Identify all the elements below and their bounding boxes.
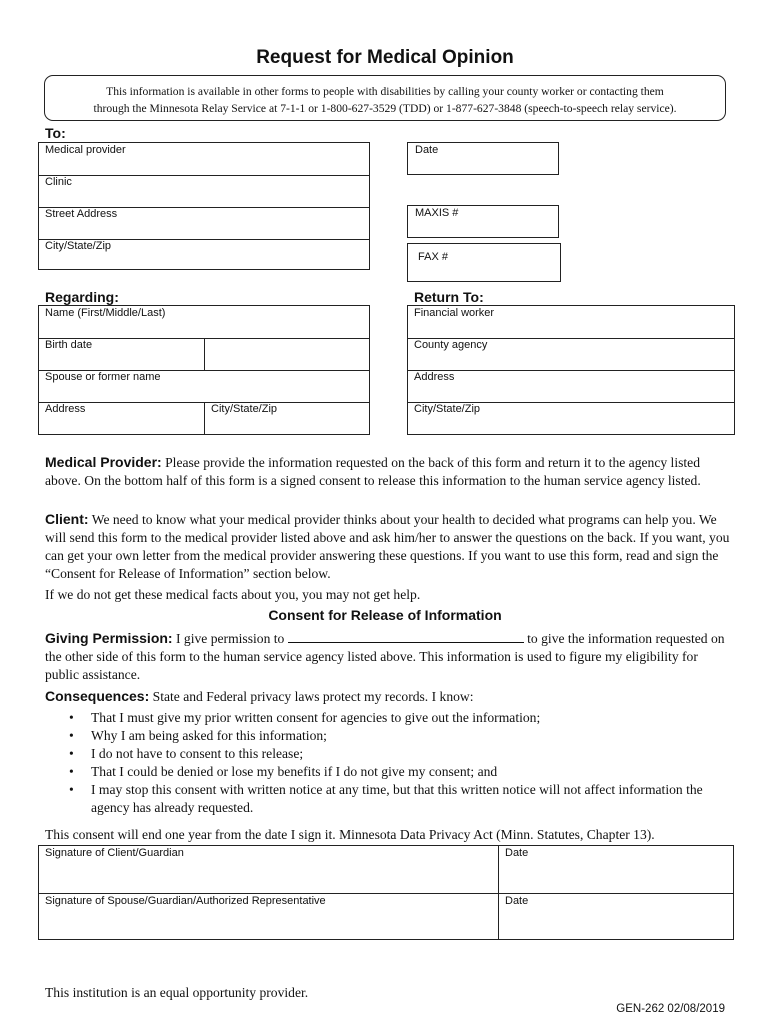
clinic-label: Clinic (45, 176, 72, 188)
street-address-field[interactable] (39, 207, 369, 240)
regarding-address-label: Address (45, 403, 86, 415)
return-city-state-zip-label: City/State/Zip (414, 403, 481, 415)
financial-worker-field[interactable] (408, 306, 734, 339)
giving-permission-paragraph (45, 629, 735, 684)
county-agency-label: County agency (414, 339, 488, 351)
bullet-icon: • (69, 782, 74, 797)
list-item (45, 781, 705, 817)
bullet-text: I do not have to consent to this release; (91, 746, 304, 761)
giving-permission-text-after: to give the information requested on the other side of this form to the human service agency listed above. This information is used to figure my eligibility for public assistance. (45, 631, 725, 682)
bullet-icon: • (69, 764, 74, 779)
financial-worker-label: Financial worker (414, 307, 495, 319)
birth-date-field[interactable] (39, 338, 205, 371)
client-date-label: Date (505, 847, 529, 859)
list-item (45, 709, 705, 727)
client-para-label: Client: (45, 511, 89, 527)
birth-date-label: Birth date (45, 339, 93, 351)
regarding-box (38, 305, 370, 435)
fax-label: FAX # (418, 251, 448, 263)
medical-provider-para-label: Medical Provider: (45, 454, 162, 470)
bullet-icon: • (69, 728, 74, 743)
spouse-signature-label: Signature of Spouse/Guardian/Authorized Representative (45, 895, 326, 907)
name-label: Name (First/Middle/Last) (45, 307, 166, 319)
client-signature-label: Signature of Client/Guardian (45, 847, 184, 859)
date-label: Date (415, 144, 439, 156)
client-date-field[interactable] (499, 846, 733, 894)
regarding-city-state-zip-field[interactable] (205, 402, 369, 434)
clinic-field[interactable] (39, 175, 369, 208)
bullet-text: That I must give my prior written consent for agencies to give out the information; (91, 710, 541, 725)
regarding-city-state-zip-label: City/State/Zip (211, 403, 278, 415)
fax-field[interactable] (407, 243, 561, 282)
permission-recipient-blank[interactable] (288, 629, 524, 643)
medical-provider-label: Medical provider (45, 144, 126, 156)
client-signature-field[interactable] (39, 846, 499, 894)
bullet-text: That I could be denied or lose my benefits if I do not give my consent; and (91, 764, 498, 779)
spouse-date-field[interactable] (499, 894, 733, 939)
consent-heading: Consent for Release of Information (268, 607, 502, 623)
notice-line-1: This information is available in other forms to people with disabilities by calling your county worker or contacting them (106, 85, 664, 98)
birth-date-extra-field[interactable] (205, 338, 369, 371)
client-paragraph (45, 510, 735, 583)
maxis-field[interactable] (407, 205, 559, 238)
regarding-heading: Regarding: (45, 289, 119, 305)
date-field[interactable] (407, 142, 559, 175)
consequences-list (45, 709, 705, 817)
medical-provider-para-text: Please provide the information requested on the back of this form and return it to the agency listed above. On the bottom half of this form is a signed consent to release this information to the human service agency listed. (45, 455, 701, 488)
form-id: GEN-262 02/08/2019 (616, 1003, 725, 1015)
giving-permission-label: Giving Permission: (45, 630, 173, 646)
spouse-signature-field[interactable] (39, 894, 499, 939)
list-item (45, 763, 705, 781)
consequences-list-container (45, 709, 705, 817)
signature-table (38, 845, 734, 940)
list-item (45, 745, 705, 763)
consequences-paragraph (45, 687, 735, 706)
county-agency-field[interactable] (408, 338, 734, 371)
no-facts-text: If we do not get these medical facts about you, you may not get help. (45, 587, 421, 602)
regarding-address-field[interactable] (39, 402, 205, 434)
bullet-icon: • (69, 746, 74, 761)
consent-end-text: This consent will end one year from the date I sign it. Minnesota Data Privacy Act (Minn. Statutes, Chapter 13). (45, 827, 655, 842)
page-title: Request for Medical Opinion (256, 47, 514, 68)
return-to-box (407, 305, 735, 435)
return-address-label: Address (414, 371, 455, 383)
medical-provider-field[interactable] (39, 143, 369, 176)
consequences-text: State and Federal privacy laws protect my records. I know: (149, 689, 474, 704)
to-city-state-zip-field[interactable] (39, 239, 369, 269)
bullet-text: I may stop this consent with written notice at any time, but that this written notice will not affect information the agency has already requested. (91, 782, 703, 815)
to-heading: To: (45, 125, 66, 141)
giving-permission-text-before: I give permission to (172, 631, 288, 646)
to-city-state-zip-label: City/State/Zip (45, 240, 112, 252)
medical-provider-paragraph (45, 453, 735, 490)
return-address-field[interactable] (408, 370, 734, 403)
spouse-name-field[interactable] (39, 370, 369, 403)
bullet-text: Why I am being asked for this information; (91, 728, 327, 743)
maxis-label: MAXIS # (415, 207, 459, 219)
accessibility-notice (44, 75, 726, 121)
name-field[interactable] (39, 306, 369, 339)
to-box (38, 142, 370, 270)
spouse-name-label: Spouse or former name (45, 371, 161, 383)
consequences-label: Consequences: (45, 688, 150, 704)
return-to-heading: Return To: (414, 289, 484, 305)
equal-opportunity-text: This institution is an equal opportunity provider. (45, 985, 309, 1000)
notice-line-2: through the Minnesota Relay Service at 7-1-1 or 1-800-627-3529 (TDD) or 1-877-627-3848 (speech-to-speech relay service). (93, 102, 677, 115)
client-para-text: We need to know what your medical provider thinks about your health to decided what programs can help you. We will send this form to the medical provider listed above and ask him/her to answer the questions on the back. If you want, you can get your own letter from the medical provider answering these questions. If you want to use this form, read and sign the “Consent for Release of Information” section below. (45, 512, 730, 581)
spouse-date-label: Date (505, 895, 529, 907)
street-address-label: Street Address (45, 208, 118, 220)
bullet-icon: • (69, 710, 74, 725)
return-city-state-zip-field[interactable] (408, 402, 734, 434)
list-item (45, 727, 705, 745)
